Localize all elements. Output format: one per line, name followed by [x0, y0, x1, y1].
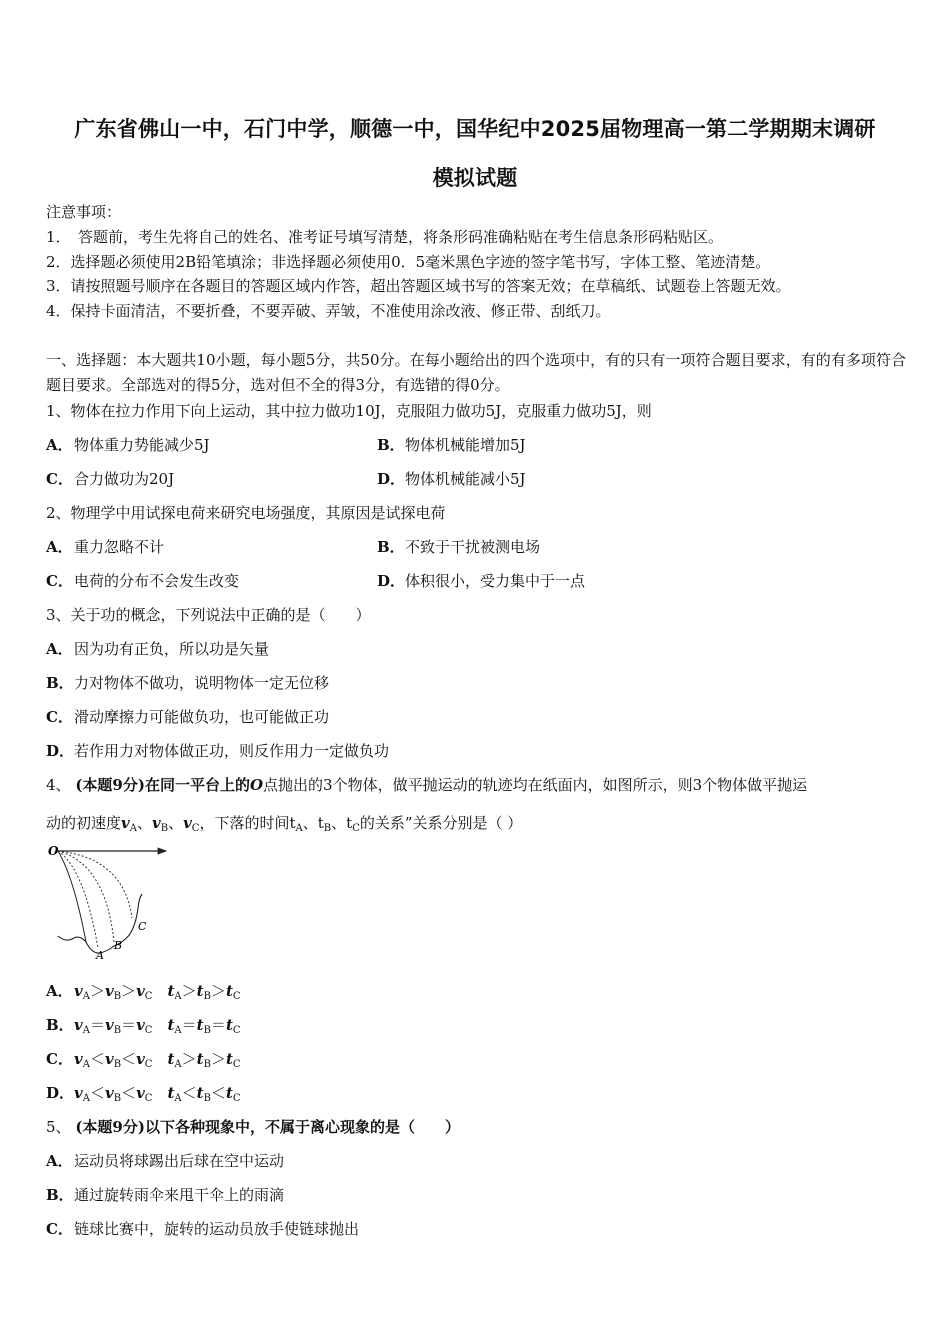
- q5-option-c[interactable]: [46, 1219, 359, 1239]
- var-t: t: [196, 982, 204, 1000]
- relation: ＞: [181, 1050, 197, 1068]
- slope-curve: [58, 851, 86, 942]
- option-label: D．: [377, 572, 406, 590]
- q2-option-d[interactable]: [377, 571, 585, 591]
- option-text: 力对物体不做功，说明物体一定无位移: [74, 674, 330, 692]
- q2-option-c[interactable]: [46, 571, 239, 591]
- exam-title-line2: 模拟试题: [432, 166, 518, 190]
- relation: ＜: [89, 1084, 105, 1102]
- projectile-trajectory-figure: [44, 838, 174, 962]
- option-label: D．: [46, 742, 75, 760]
- sub-c: C: [144, 1093, 153, 1104]
- q3-stem: 3、关于功的概念，下列说法中正确的是（ ）: [46, 606, 371, 624]
- option-label: A．: [46, 538, 73, 556]
- relation: ＝: [121, 1016, 137, 1034]
- q1-option-c[interactable]: [46, 469, 174, 489]
- relation: ＞: [210, 982, 226, 1000]
- q1-option-a[interactable]: [46, 435, 210, 455]
- option-label: A．: [46, 982, 73, 1000]
- option-label: B．: [46, 1016, 74, 1034]
- var-v: v: [74, 1016, 83, 1034]
- var-v: v: [104, 982, 114, 1000]
- relation: ＜: [121, 1084, 137, 1102]
- q5-stem: [46, 1117, 460, 1137]
- var-t: t: [225, 1016, 233, 1034]
- option-text: 链球比赛中，旋转的运动员放手使链球抛出: [74, 1220, 360, 1238]
- sub-a: A: [174, 1093, 182, 1104]
- sub-b: B: [113, 991, 122, 1002]
- q4-stem-part-a: (本题9分)在同一平台上的: [75, 776, 250, 794]
- option-text: 体积很小，受力集中于一点: [405, 572, 586, 590]
- q2-stem: 2、物理学中用试探电荷来研究电场强度，其原因是试探电荷: [46, 504, 446, 522]
- sub-b: B: [113, 1093, 122, 1104]
- q5-stem-text: (本题9分)以下各种现象中，不属于离心现象的是（ ）: [75, 1118, 460, 1136]
- var-t: t: [289, 814, 296, 832]
- relation: ＝: [89, 1016, 105, 1034]
- q1-stem: 1、物体在拉力作用下向上运动，其中拉力做功10J，克服阻力做功5J，克服重力做功5J，则: [46, 402, 652, 420]
- sub-b: B: [323, 823, 332, 834]
- sub-b: B: [203, 991, 211, 1002]
- sep: 、: [136, 814, 152, 832]
- option-label: D．: [46, 1084, 75, 1102]
- q3-option-c[interactable]: [46, 707, 329, 727]
- notice-item-2: 2．选择题必须使用2B铅笔填涂；非选择题必须使用0．5毫米黑色字迹的签字笔书写，字体工整、笔迹清楚。: [46, 253, 771, 271]
- q4-stem-line1: [46, 775, 807, 795]
- var-v: v: [121, 814, 130, 832]
- option-label: C．: [46, 572, 73, 590]
- sub-b: B: [113, 1025, 122, 1036]
- relation: ＞: [210, 1050, 226, 1068]
- relation: ＝: [210, 1016, 226, 1034]
- var-t: t: [196, 1084, 204, 1102]
- section-intro: 一、选择题：本大题共10小题，每小题5分，共50分。在每小题给出的四个选项中，有的只有一项符合题目要求，有的有多项符合题目要求。全部选对的得5分，选对但不全的得3分，有选错的得0分。: [46, 351, 906, 394]
- option-label: A．: [46, 640, 73, 658]
- q4-stem-line2: [46, 813, 522, 839]
- sub-c: C: [232, 1025, 241, 1036]
- option-label: C．: [46, 1050, 73, 1068]
- q4-option-a[interactable]: [46, 981, 241, 1007]
- var-v: v: [151, 814, 161, 832]
- option-label: B．: [377, 538, 405, 556]
- sep: 、: [331, 814, 347, 832]
- relation: ＜: [89, 1050, 105, 1068]
- q4-point-o: O: [249, 776, 264, 794]
- var-v: v: [74, 1050, 83, 1068]
- figure-label-c: C: [138, 920, 147, 933]
- var-v: v: [104, 1050, 114, 1068]
- relation: ＞: [89, 982, 105, 1000]
- option-label: C．: [46, 470, 73, 488]
- relation: ＞: [121, 982, 137, 1000]
- sub-b: B: [113, 1059, 122, 1070]
- q4-stem-part-e: 的关系”关系分别是（ ）: [359, 814, 523, 832]
- figure-label-o: O: [48, 844, 59, 858]
- sub-c: C: [144, 1059, 153, 1070]
- option-label: B．: [46, 1186, 74, 1204]
- option-label: D．: [377, 470, 406, 488]
- notice-item-3: 3．请按照题号顺序在各题目的答题区域内作答，超出答题区域书写的答案无效；在草稿纸、试题卷上答题无效。: [46, 277, 791, 295]
- exam-title-line1: 广东省佛山一中，石门中学，顺德一中，国华纪中2025届物理高一第二学期期末调研: [74, 117, 876, 141]
- q1-option-d[interactable]: [377, 469, 526, 489]
- figure-label-b: B: [114, 939, 123, 952]
- var-v: v: [136, 1084, 145, 1102]
- relation: ＝: [181, 1016, 197, 1034]
- option-text: 合力做功为20J: [74, 470, 175, 488]
- q4-option-d[interactable]: [46, 1083, 241, 1109]
- var-v: v: [136, 1050, 145, 1068]
- option-label: B．: [46, 674, 74, 692]
- option-text: 因为功有正负，所以功是矢量: [74, 640, 270, 658]
- q5-number: 5、: [46, 1118, 71, 1136]
- sep: 、: [168, 814, 184, 832]
- sep: 、: [302, 814, 318, 832]
- var-t: t: [167, 1050, 175, 1068]
- var-t: t: [167, 1016, 175, 1034]
- option-text: 若作用力对物体做正功，则反作用力一定做负功: [74, 742, 390, 760]
- q4-option-c[interactable]: [46, 1049, 241, 1075]
- figure-label-a: A: [96, 949, 104, 962]
- sub-a: A: [174, 991, 182, 1002]
- var-t: t: [225, 982, 233, 1000]
- var-v: v: [136, 1016, 145, 1034]
- sub-a: A: [82, 1025, 90, 1036]
- notice-item-1: 1． 答题前，考生先将自己的姓名、准考证号填写清楚，将条形码准确粘贴在考生信息条形码粘贴区。: [46, 228, 724, 246]
- trajectory-a: [58, 851, 98, 948]
- var-v: v: [74, 982, 83, 1000]
- option-text: 不致于干扰被测电场: [405, 538, 541, 556]
- q2-option-a[interactable]: [46, 537, 164, 557]
- var-t: t: [317, 814, 324, 832]
- var-t: t: [225, 1050, 233, 1068]
- sub-c: C: [144, 991, 153, 1002]
- sub-a: A: [295, 823, 303, 834]
- sub-c: C: [232, 991, 241, 1002]
- var-t: t: [196, 1016, 204, 1034]
- var-v: v: [104, 1084, 114, 1102]
- q2-option-b[interactable]: [377, 537, 540, 557]
- option-text: 电荷的分布不会发生改变: [74, 572, 240, 590]
- sub-c: C: [352, 823, 360, 834]
- sub-b: B: [160, 823, 169, 834]
- option-text: 物体重力势能减少5J: [74, 436, 210, 454]
- ground-surface: [58, 894, 142, 953]
- sub-c: C: [232, 1093, 241, 1104]
- sub-a: A: [129, 823, 137, 834]
- q4-stem-part-c: 动的初速度: [46, 814, 122, 832]
- var-t: t: [225, 1084, 233, 1102]
- q5-option-a[interactable]: [46, 1151, 284, 1171]
- option-text: 物体机械能减小5J: [405, 470, 526, 488]
- sub-b: B: [203, 1093, 211, 1104]
- sub-a: A: [174, 1025, 182, 1036]
- var-v: v: [104, 1016, 114, 1034]
- notice-item-4: 4．保持卡面清洁，不要折叠，不要弄破、弄皱，不准使用涂改液、修正带、刮纸刀。: [46, 302, 611, 320]
- relation: ＜: [181, 1084, 197, 1102]
- option-text: 重力忽略不计: [74, 538, 165, 556]
- sub-c: C: [144, 1025, 153, 1036]
- option-text: 滑动摩擦力可能做负功，也可能做正功: [74, 708, 330, 726]
- var-v: v: [74, 1084, 83, 1102]
- q4-stem-part-d: ，下落的时间: [199, 814, 290, 832]
- option-label: C．: [46, 1220, 73, 1238]
- relation: ＜: [210, 1084, 226, 1102]
- var-v: v: [136, 982, 145, 1000]
- trajectory-c: [58, 851, 132, 918]
- option-label: B．: [377, 436, 405, 454]
- notice-heading: 注意事项：: [46, 203, 122, 221]
- sub-a: A: [174, 1059, 182, 1070]
- option-text: 物体机械能增加5J: [405, 436, 526, 454]
- var-t: t: [167, 1084, 175, 1102]
- var-t: t: [196, 1050, 204, 1068]
- sub-b: B: [203, 1059, 211, 1070]
- option-label: A．: [46, 436, 73, 454]
- option-text: 通过旋转雨伞来甩干伞上的雨滴: [74, 1186, 285, 1204]
- relation: ＜: [121, 1050, 137, 1068]
- q4-number: 4、: [46, 776, 71, 794]
- relation: ＞: [181, 982, 197, 1000]
- q4-stem-part-b: 点抛出的3个物体，做平抛运动的轨迹均在纸面内，如图所示，则3个物体做平抛运: [263, 776, 808, 794]
- option-label: C．: [46, 708, 73, 726]
- trajectory-b: [58, 851, 114, 942]
- q3-option-d[interactable]: [46, 741, 389, 761]
- sub-a: A: [82, 1093, 90, 1104]
- q3-option-b[interactable]: [46, 673, 329, 693]
- q5-option-b[interactable]: [46, 1185, 284, 1205]
- var-t: t: [167, 982, 175, 1000]
- option-label: A．: [46, 1152, 73, 1170]
- sub-b: B: [203, 1025, 211, 1036]
- q4-option-b[interactable]: [46, 1015, 241, 1041]
- sub-a: A: [82, 991, 90, 1002]
- sub-c: C: [191, 823, 200, 834]
- var-t: t: [346, 814, 353, 832]
- sub-c: C: [232, 1059, 241, 1070]
- q3-option-a[interactable]: [46, 639, 269, 659]
- var-v: v: [183, 814, 192, 832]
- option-text: 运动员将球踢出后球在空中运动: [74, 1152, 285, 1170]
- q1-option-b[interactable]: [377, 435, 526, 455]
- sub-a: A: [82, 1059, 90, 1070]
